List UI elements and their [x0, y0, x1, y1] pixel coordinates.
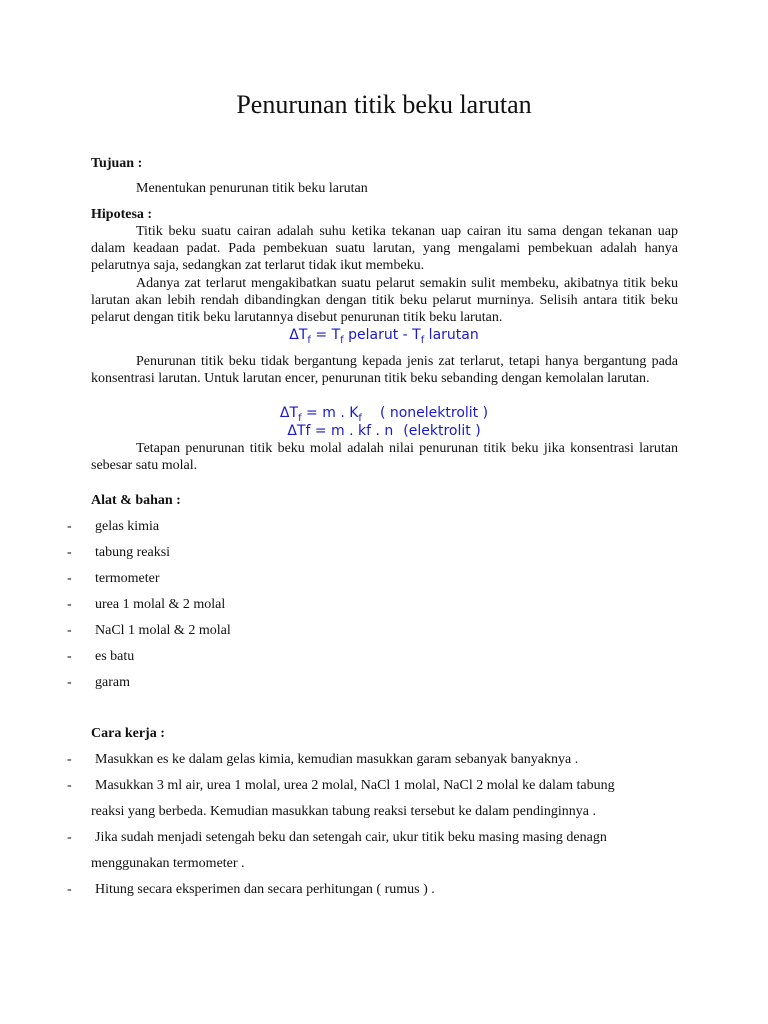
formula-elektrolit — [0, 423, 768, 440]
step-2-line-1: Masukkan 3 ml air, urea 1 molal, urea 2 molal, NaCl 1 molal, NaCl 2 molal ke dalam tabung — [95, 778, 615, 793]
list-bullet: - — [67, 545, 72, 560]
list-item: es batu — [95, 649, 135, 664]
formula-1-t2-sub: f — [420, 334, 425, 346]
step-bullet: - — [67, 752, 72, 767]
step-3-line-2: menggunakan termometer . — [91, 856, 245, 871]
list-item: termometer — [95, 571, 160, 586]
formula-1-eq: = T — [310, 327, 341, 343]
formula-1-lhs: ΔT — [289, 327, 308, 343]
formula-2-note: ( nonelektrolit ) — [379, 405, 489, 421]
step-bullet: - — [67, 882, 72, 897]
step-4: Hitung secara eksperimen dan secara perhitungan ( rumus ) . — [95, 882, 435, 897]
formula-1-t1-sub: f — [340, 334, 344, 346]
formula-delta-tf — [0, 327, 768, 349]
formula-2-mid: = m . K — [301, 405, 359, 421]
formula-2-lhs-sub: f — [298, 412, 302, 424]
hipotesa-paragraph-3: Penurunan titik beku tidak bergantung kepada jenis zat terlarut, tetapi hanya bergantung pada konsentrasi larutan. Untuk larutan encer, penurunan titik beku sebanding dengan kemolalan larutan. — [91, 354, 678, 386]
list-bullet: - — [67, 571, 72, 586]
hipotesa-paragraph-1: Titik beku suatu cairan adalah suhu ketika tekanan uap cairan itu sama dengan tekanan uap dalam keadaan padat. Pada pembekuan suatu larutan, yang mengalami pembekuan adalah hanya pelarutnya saja, sedangkan zat terlarut tidak ikut membeku. — [91, 224, 678, 273]
cara-heading: Cara kerja : — [91, 726, 165, 741]
tujuan-text: Menentukan penurunan titik beku larutan — [136, 181, 368, 196]
formula-1-lhs-sub: f — [307, 334, 311, 346]
page-title: Penurunan titik beku larutan — [236, 90, 532, 119]
step-bullet: - — [67, 830, 72, 845]
list-bullet: - — [67, 623, 72, 638]
formula-3-text: ΔTf = m . kf . n — [287, 423, 394, 439]
hipotesa-paragraph-4: Tetapan penurunan titik beku molal adalah nilai penurunan titik beku jika konsentrasi larutan sebesar satu molal. — [91, 441, 678, 473]
list-item: gelas kimia — [95, 519, 160, 534]
list-item: tabung reaksi — [95, 545, 171, 560]
list-item: urea 1 molal & 2 molal — [95, 597, 226, 612]
list-bullet: - — [67, 649, 72, 664]
list-bullet: - — [67, 675, 72, 690]
alat-heading: Alat & bahan : — [91, 493, 181, 508]
list-bullet: - — [67, 597, 72, 612]
formula-1-end: larutan — [424, 327, 479, 343]
tujuan-heading: Tujuan : — [91, 156, 143, 171]
formula-1-mid: pelarut - T — [343, 327, 421, 343]
formula-3-note: (elektrolit ) — [403, 423, 481, 439]
step-bullet: - — [67, 778, 72, 793]
hipotesa-paragraph-2: Adanya zat terlarut mengakibatkan suatu pelarut semakin sulit membeku, akibatnya titik beku larutan akan lebih rendah dibandingkan dengan titik beku pelarut murninya. Selisih antara titik beku pelarut dengan titik beku larutannya disebut penurunan titik beku larutan. — [91, 276, 678, 325]
step-1: Masukkan es ke dalam gelas kimia, kemudian masukkan garam sebanyak banyaknya . — [95, 752, 579, 767]
list-item: NaCl 1 molal & 2 molal — [95, 623, 231, 638]
formula-2-lhs: ΔT — [279, 405, 299, 421]
formula-2-k-sub: f — [358, 412, 362, 424]
list-item: garam — [95, 675, 130, 690]
step-3-line-1: Jika sudah menjadi setengah beku dan setengah cair, ukur titik beku masing masing denagn — [95, 830, 607, 845]
hipotesa-heading: Hipotesa : — [91, 207, 153, 222]
step-2-line-2: reaksi yang berbeda. Kemudian masukkan tabung reaksi tersebut ke dalam pendinginnya . — [91, 804, 597, 819]
list-bullet: - — [67, 519, 72, 534]
